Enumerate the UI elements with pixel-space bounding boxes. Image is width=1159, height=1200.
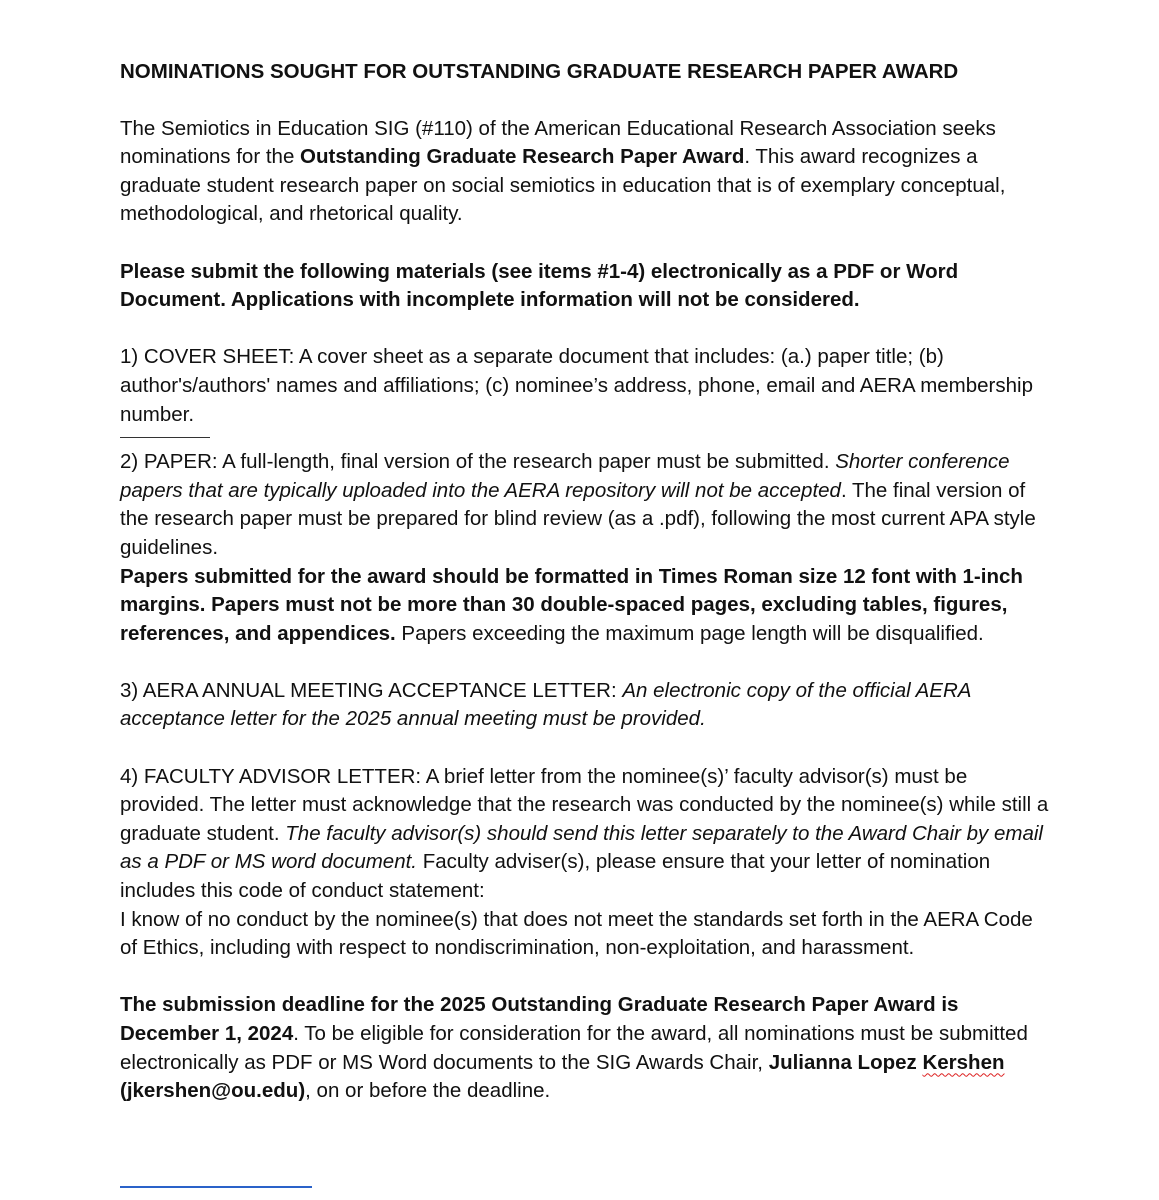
item-paper-text-2: . The final version of the research paper must be prepared for blind review (as a .pdf), following the most current APA style guidelines.: [120, 478, 1036, 559]
intro-text-2: . This award recognizes a graduate student research paper on social semiotics in education that is of exemplary conceptual, methodological, and rhetorical quality.: [120, 145, 1006, 226]
item-faculty-letter: [120, 763, 1050, 963]
deadline-text-1: . To be eligible for consideration for the award, all nominations must be submitted electronically as PDF or MS Word documents to the SIG Awards Chair,: [120, 1022, 1028, 1074]
link-underline[interactable]: [120, 1186, 312, 1188]
chair-name-last: Kershen: [922, 1050, 1005, 1074]
item-cover-sheet: 1) COVER SHEET: A cover sheet as a separate document that includes: (a.) paper title; (b) author's/authors' names and affiliations; (c) nominee’s address, phone, email and AERA membership number.: [120, 345, 1033, 426]
deadline-text-2: , on or before the deadline.: [305, 1079, 551, 1103]
deadline-bold: The submission deadline for the 2025 Outstanding Graduate Research Paper Award is December 1, 2024: [120, 993, 959, 1045]
item-paper-format-rules: Papers submitted for the award should be formatted in Times Roman size 12 font with 1-inch margins. Papers must not be more than 30 double-spaced pages, excluding tables, figures, references, and appendices.: [120, 564, 1023, 645]
divider: [120, 437, 210, 438]
document-title: NOMINATIONS SOUGHT FOR OUTSTANDING GRADUATE RESEARCH PAPER AWARD: [120, 60, 959, 83]
chair-name-first: Julianna Lopez: [768, 1050, 923, 1074]
document-body: [120, 58, 1050, 1106]
deadline-paragraph: [120, 991, 1050, 1105]
item-paper: [120, 448, 1050, 648]
intro-paragraph: [120, 115, 1050, 229]
item-paper-text-3: Papers exceeding the maximum page length will be disqualified.: [395, 621, 984, 645]
item-faculty-text-2: Faculty adviser(s), please ensure that your letter of nomination includes this code of conduct statement:: [120, 850, 991, 903]
item-faculty-italic: The faculty advisor(s) should send this letter separately to the Award Chair by email as a PDF or MS word document.: [120, 821, 1043, 874]
item-faculty-text-1: 4) FACULTY ADVISOR LETTER: A brief letter from the nominee(s)’ faculty advisor(s) must be provided. The letter must acknowledge that the research was conducted by the nominee(s) while still a graduate student.: [120, 764, 1049, 845]
item-paper-text-1: 2) PAPER: A full-length, final version of the research paper must be submitted.: [120, 450, 836, 474]
submit-notice: [120, 258, 1050, 315]
item-paper-italic: Shorter conference papers that are typically uploaded into the AERA repository will not be accepted: [120, 450, 1010, 502]
code-of-conduct-statement: I know of no conduct by the nominee(s) that does not meet the standards set forth in the AERA Code of Ethics, including with respect to nondiscrimination, non-exploitation, and harassment.: [120, 907, 1033, 960]
chair-email[interactable]: (jkershen@ou.edu): [120, 1079, 306, 1103]
submit-notice-text: Please submit the following materials (see items #1-4) electronically as a PDF or Word Document. Applications with incomplete information will not be considered.: [120, 259, 959, 312]
intro-text-1: The Semiotics in Education SIG (#110) of the American Educational Research Association seeks nominations for the: [120, 116, 996, 169]
item-acceptance-italic: An electronic copy of the official AERA acceptance letter for the 2025 annual meeting must be provided.: [120, 678, 971, 731]
item-acceptance-text: 3) AERA ANNUAL MEETING ACCEPTANCE LETTER:: [120, 678, 623, 702]
item-acceptance-letter: [120, 677, 1050, 734]
award-name: Outstanding Graduate Research Paper Award: [300, 145, 745, 169]
